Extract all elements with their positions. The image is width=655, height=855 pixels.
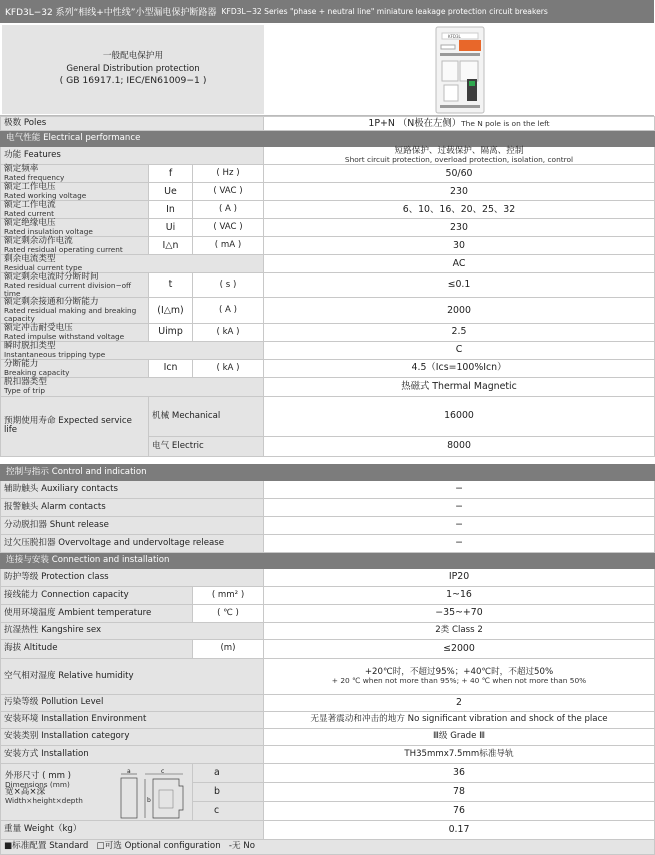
electrical-label (1, 219, 149, 237)
electrical-value: C (264, 341, 655, 359)
legend-standard: ■标准配置 Standard (4, 841, 89, 852)
electrical-symbol: In (149, 201, 193, 219)
electrical-label-en: Rated working voltage (4, 191, 87, 201)
electrical-label (1, 323, 149, 341)
dimension-b-key (214, 782, 655, 801)
electrical-label-zh: 额定绝缘电压 (4, 218, 56, 229)
electrical-row (1, 255, 655, 273)
ambient-label: 使用环境温度 Ambient temperature (1, 604, 193, 622)
electric-value: 8000 (264, 436, 655, 456)
title-zh: KFD3L−32 系列“相线+中性线”小型漏电保护断路器 (5, 8, 217, 18)
electrical-label-zh: 额定频率 (4, 164, 39, 175)
circuit-breaker-icon (266, 23, 654, 116)
electrical-row (1, 165, 655, 183)
poles-label: 极数 Poles (1, 117, 264, 131)
control-label: 分动脱扣器 Shunt release (1, 516, 264, 534)
electrical-row (1, 341, 655, 359)
weight-row (1, 820, 655, 839)
kangshire-row (1, 622, 655, 639)
control-row (1, 534, 655, 552)
dimension-diagram-icon (119, 767, 189, 824)
electrical-unit: ( kA ) (193, 359, 264, 377)
weight-value: 0.17 (264, 820, 655, 839)
electrical-label-zh: 额定剩余电流时分断时间 (4, 272, 99, 282)
service-life-row (1, 396, 655, 436)
capacity-unit: ( mm² ) (193, 586, 264, 604)
features-value-zh: 短路保护、过载保护、隔离、控制 (394, 146, 524, 157)
mechanical-label: 机械 Mechanical (149, 396, 264, 436)
section-electrical (1, 131, 655, 147)
section-connection-title: 连接与安装 Connection and installation (1, 552, 655, 568)
dimension-a-label: a (214, 766, 220, 778)
dimension-row-a (1, 763, 655, 782)
electrical-unit: ( Hz ) (193, 165, 264, 183)
electrical-label-en: Type of trip (4, 386, 45, 396)
product-image (266, 23, 654, 116)
pollution-row (1, 694, 655, 711)
electrical-label-zh: 瞬时脱扣类型 (4, 340, 56, 351)
electrical-row (1, 359, 655, 377)
electrical-label-en: Rated impulse withstand voltage (4, 331, 125, 341)
protection-label: 防护等级 Protection class (1, 568, 264, 586)
dimensions-en1: Dimensions (mm) (5, 779, 70, 789)
electrical-label-zh: 额定工作电压 (4, 182, 56, 193)
capacity-value: 1~16 (264, 586, 655, 604)
pollution-value: 2 (264, 694, 655, 711)
electrical-row (1, 219, 655, 237)
section-control (1, 464, 655, 480)
installation-value: TH35mmx7.5mm标准导轨 (264, 745, 655, 763)
poles-value-en: The N pole is on the left (461, 118, 550, 128)
electrical-unit: ( s ) (193, 273, 264, 298)
control-value: − (264, 480, 655, 498)
control-value: − (264, 534, 655, 552)
dimensions-zh2: 宽×高×深 (5, 787, 46, 798)
dimensions-cell (1, 763, 193, 820)
features-label: 功能 Features (1, 147, 264, 165)
dimension-c-value: 76 (453, 804, 465, 816)
electrical-label (1, 298, 149, 323)
dimensions-en2: Width×height×depth (5, 796, 83, 806)
legend-row (1, 839, 655, 854)
control-value: − (264, 498, 655, 516)
electrical-label-en: Breaking capacity (4, 367, 70, 377)
electrical-value: ≤0.1 (264, 273, 655, 298)
electrical-label-en: Rated frequency (4, 173, 65, 183)
control-label: 辅助触头 Auxiliary contacts (1, 480, 264, 498)
capacity-label: 接线能力 Connection capacity (1, 586, 193, 604)
electrical-label (1, 273, 149, 298)
electrical-symbol: f (149, 165, 193, 183)
altitude-unit: (m) (193, 639, 264, 658)
features-row (1, 147, 655, 165)
electrical-label-en: Residual current type (4, 263, 83, 273)
humidity-value-en: + 20 ℃ when not more than 95%; + 40 ℃ when not more than 50% (331, 675, 587, 685)
electrical-label (1, 165, 149, 183)
electrical-symbol: (I△m) (149, 298, 193, 323)
electrical-unit: ( kA ) (193, 323, 264, 341)
poles-row (1, 117, 655, 131)
electrical-label (1, 237, 149, 255)
diagram-label-a: a (127, 767, 131, 775)
spec-table (0, 116, 655, 855)
title-en: KFD3L−32 Series "phase + neutral line" miniature leakage protection circuit breakers (221, 7, 548, 16)
capacity-row (1, 586, 655, 604)
control-row (1, 516, 655, 534)
control-value: − (264, 516, 655, 534)
intro-standard: ( GB 16917.1; IEC/EN61009−1 ) (59, 75, 207, 86)
intro-block (0, 23, 654, 116)
electrical-symbol: Ui (149, 219, 193, 237)
dimension-a-key (214, 763, 655, 782)
dimension-b-label: b (214, 785, 220, 797)
electrical-symbol: t (149, 273, 193, 298)
section-control-title: 控制与指示 Control and indication (1, 464, 655, 480)
electrical-value: 50/60 (264, 165, 655, 183)
altitude-row (1, 639, 655, 658)
electrical-label-zh: 分断能力 (4, 358, 39, 369)
electrical-label-en: Rated insulation voltage (4, 227, 93, 237)
electrical-row (1, 377, 655, 396)
electrical-label-en: Instantaneous tripping type (4, 349, 106, 359)
electrical-value: 热磁式 Thermal Magnetic (264, 377, 655, 396)
legend (1, 839, 655, 854)
electrical-label-en: Rated current (4, 209, 55, 219)
electrical-label-en: Rated residual current division−off time (4, 281, 132, 298)
poles-value (264, 117, 655, 131)
dimensions-zh1: 外形尺寸 ( mm ) (5, 770, 72, 781)
category-value: Ⅲ级 Grade Ⅲ (264, 728, 655, 745)
electrical-label (1, 341, 264, 359)
electrical-symbol: Ue (149, 183, 193, 201)
humidity-row (1, 658, 655, 694)
features-value (264, 147, 655, 165)
environment-value: 无显著震动和冲击的地方 No significant vibration and shock of the place (264, 711, 655, 728)
electrical-unit: ( mA ) (193, 237, 264, 255)
electrical-label-zh: 额定剩余接通和分断能力 (4, 297, 99, 308)
humidity-label: 空气相对湿度 Relative humidity (1, 658, 264, 694)
poles-value-zh: 1P+N （N极在左侧） (368, 117, 462, 129)
legend-optional: □可选 Optional configuration (96, 841, 221, 852)
dimension-a-value: 36 (453, 766, 465, 778)
section-electrical-title: 电气性能 Electrical performance (1, 131, 655, 147)
intro-en: General Distribution protection (66, 63, 200, 74)
device-label: KFD3L (448, 34, 461, 39)
legend-no: -无 No (228, 841, 255, 852)
dimension-spacer-a (193, 763, 264, 782)
electrical-value: 2.5 (264, 323, 655, 341)
dimension-spacer-b (193, 782, 264, 801)
electrical-value: 30 (264, 237, 655, 255)
features-value-en: Short circuit protection, overload protection, isolation, control (344, 155, 574, 165)
humidity-value (264, 658, 655, 694)
protection-value: IP20 (264, 568, 655, 586)
electrical-label-zh: 额定冲击耐受电压 (4, 322, 73, 333)
diagram-label-c: c (161, 767, 165, 775)
electrical-label (1, 377, 264, 396)
ambient-row (1, 604, 655, 622)
dimension-c-label: c (214, 804, 220, 816)
mechanical-value: 16000 (264, 396, 655, 436)
altitude-label: 海拔 Altitude (1, 639, 193, 658)
electrical-label-zh: 额定工作电流 (4, 200, 56, 211)
installation-row (1, 745, 655, 763)
intro-panel (2, 25, 264, 114)
electrical-unit: ( A ) (193, 201, 264, 219)
electrical-row (1, 237, 655, 255)
control-row (1, 480, 655, 498)
installation-label: 安装方式 Installation (1, 745, 264, 763)
electrical-label-zh: 额定剩余动作电流 (4, 236, 73, 247)
electrical-unit: ( A ) (193, 298, 264, 323)
control-label: 报警触头 Alarm contacts (1, 498, 264, 516)
dimension-c-key (214, 801, 655, 820)
title-bar (0, 0, 654, 23)
electrical-label-en: Rated residual making and breaking capacity (4, 306, 137, 323)
electrical-symbol: I△n (149, 237, 193, 255)
electrical-row (1, 183, 655, 201)
electrical-value: 230 (264, 219, 655, 237)
electric-label: 电气 Electric (149, 436, 264, 456)
electrical-row (1, 273, 655, 298)
electrical-label-zh: 剩余电流类型 (4, 254, 56, 265)
category-label: 安装类别 Installation category (1, 728, 264, 745)
control-row (1, 498, 655, 516)
category-row (1, 728, 655, 745)
electrical-unit: ( VAC ) (193, 183, 264, 201)
control-label: 过欠压脱扣器 Overvoltage and undervoltage release (1, 534, 264, 552)
protection-row (1, 568, 655, 586)
electrical-symbol: Icn (149, 359, 193, 377)
kangshire-label: 抗湿热性 Kangshire sex (1, 622, 264, 639)
electrical-value: 230 (264, 183, 655, 201)
kangshire-value: 2类 Class 2 (264, 622, 655, 639)
humidity-value-zh: +20℃时，不超过95%；+40℃时，不超过50% (364, 666, 554, 677)
pollution-label: 污染等级 Pollution Level (1, 694, 264, 711)
dimension-spacer-c (193, 801, 264, 820)
electrical-row (1, 201, 655, 219)
altitude-value: ≤2000 (264, 639, 655, 658)
weight-label: 重量 Weight（kg） (1, 820, 264, 839)
electrical-label (1, 183, 149, 201)
electrical-symbol: Uimp (149, 323, 193, 341)
spacer-row (1, 456, 655, 464)
electrical-value: 6、10、16、20、25、32 (264, 201, 655, 219)
environment-label: 安装环境 Installation Environment (1, 711, 264, 728)
electrical-label-en: Rated residual operating current (4, 245, 123, 255)
intro-zh: 一般配电保护用 (102, 51, 164, 61)
electrical-label (1, 255, 264, 273)
electrical-value: 2000 (264, 298, 655, 323)
dimensions-text (5, 772, 83, 805)
electrical-label-zh: 脱扣器类型 (4, 377, 47, 388)
electrical-row (1, 298, 655, 323)
ambient-unit: ( ℃ ) (193, 604, 264, 622)
service-life-label: 预期使用寿命 Expected service life (1, 396, 149, 456)
dimension-b-value: 78 (453, 785, 465, 797)
electrical-value: 4.5（Ics=100%Icn） (264, 359, 655, 377)
electrical-label (1, 201, 149, 219)
electrical-unit: ( VAC ) (193, 219, 264, 237)
environment-row (1, 711, 655, 728)
electrical-row (1, 323, 655, 341)
electrical-label (1, 359, 149, 377)
section-connection (1, 552, 655, 568)
diagram-label-b: b (147, 796, 151, 804)
ambient-value: −35~+70 (264, 604, 655, 622)
electrical-value: AC (264, 255, 655, 273)
